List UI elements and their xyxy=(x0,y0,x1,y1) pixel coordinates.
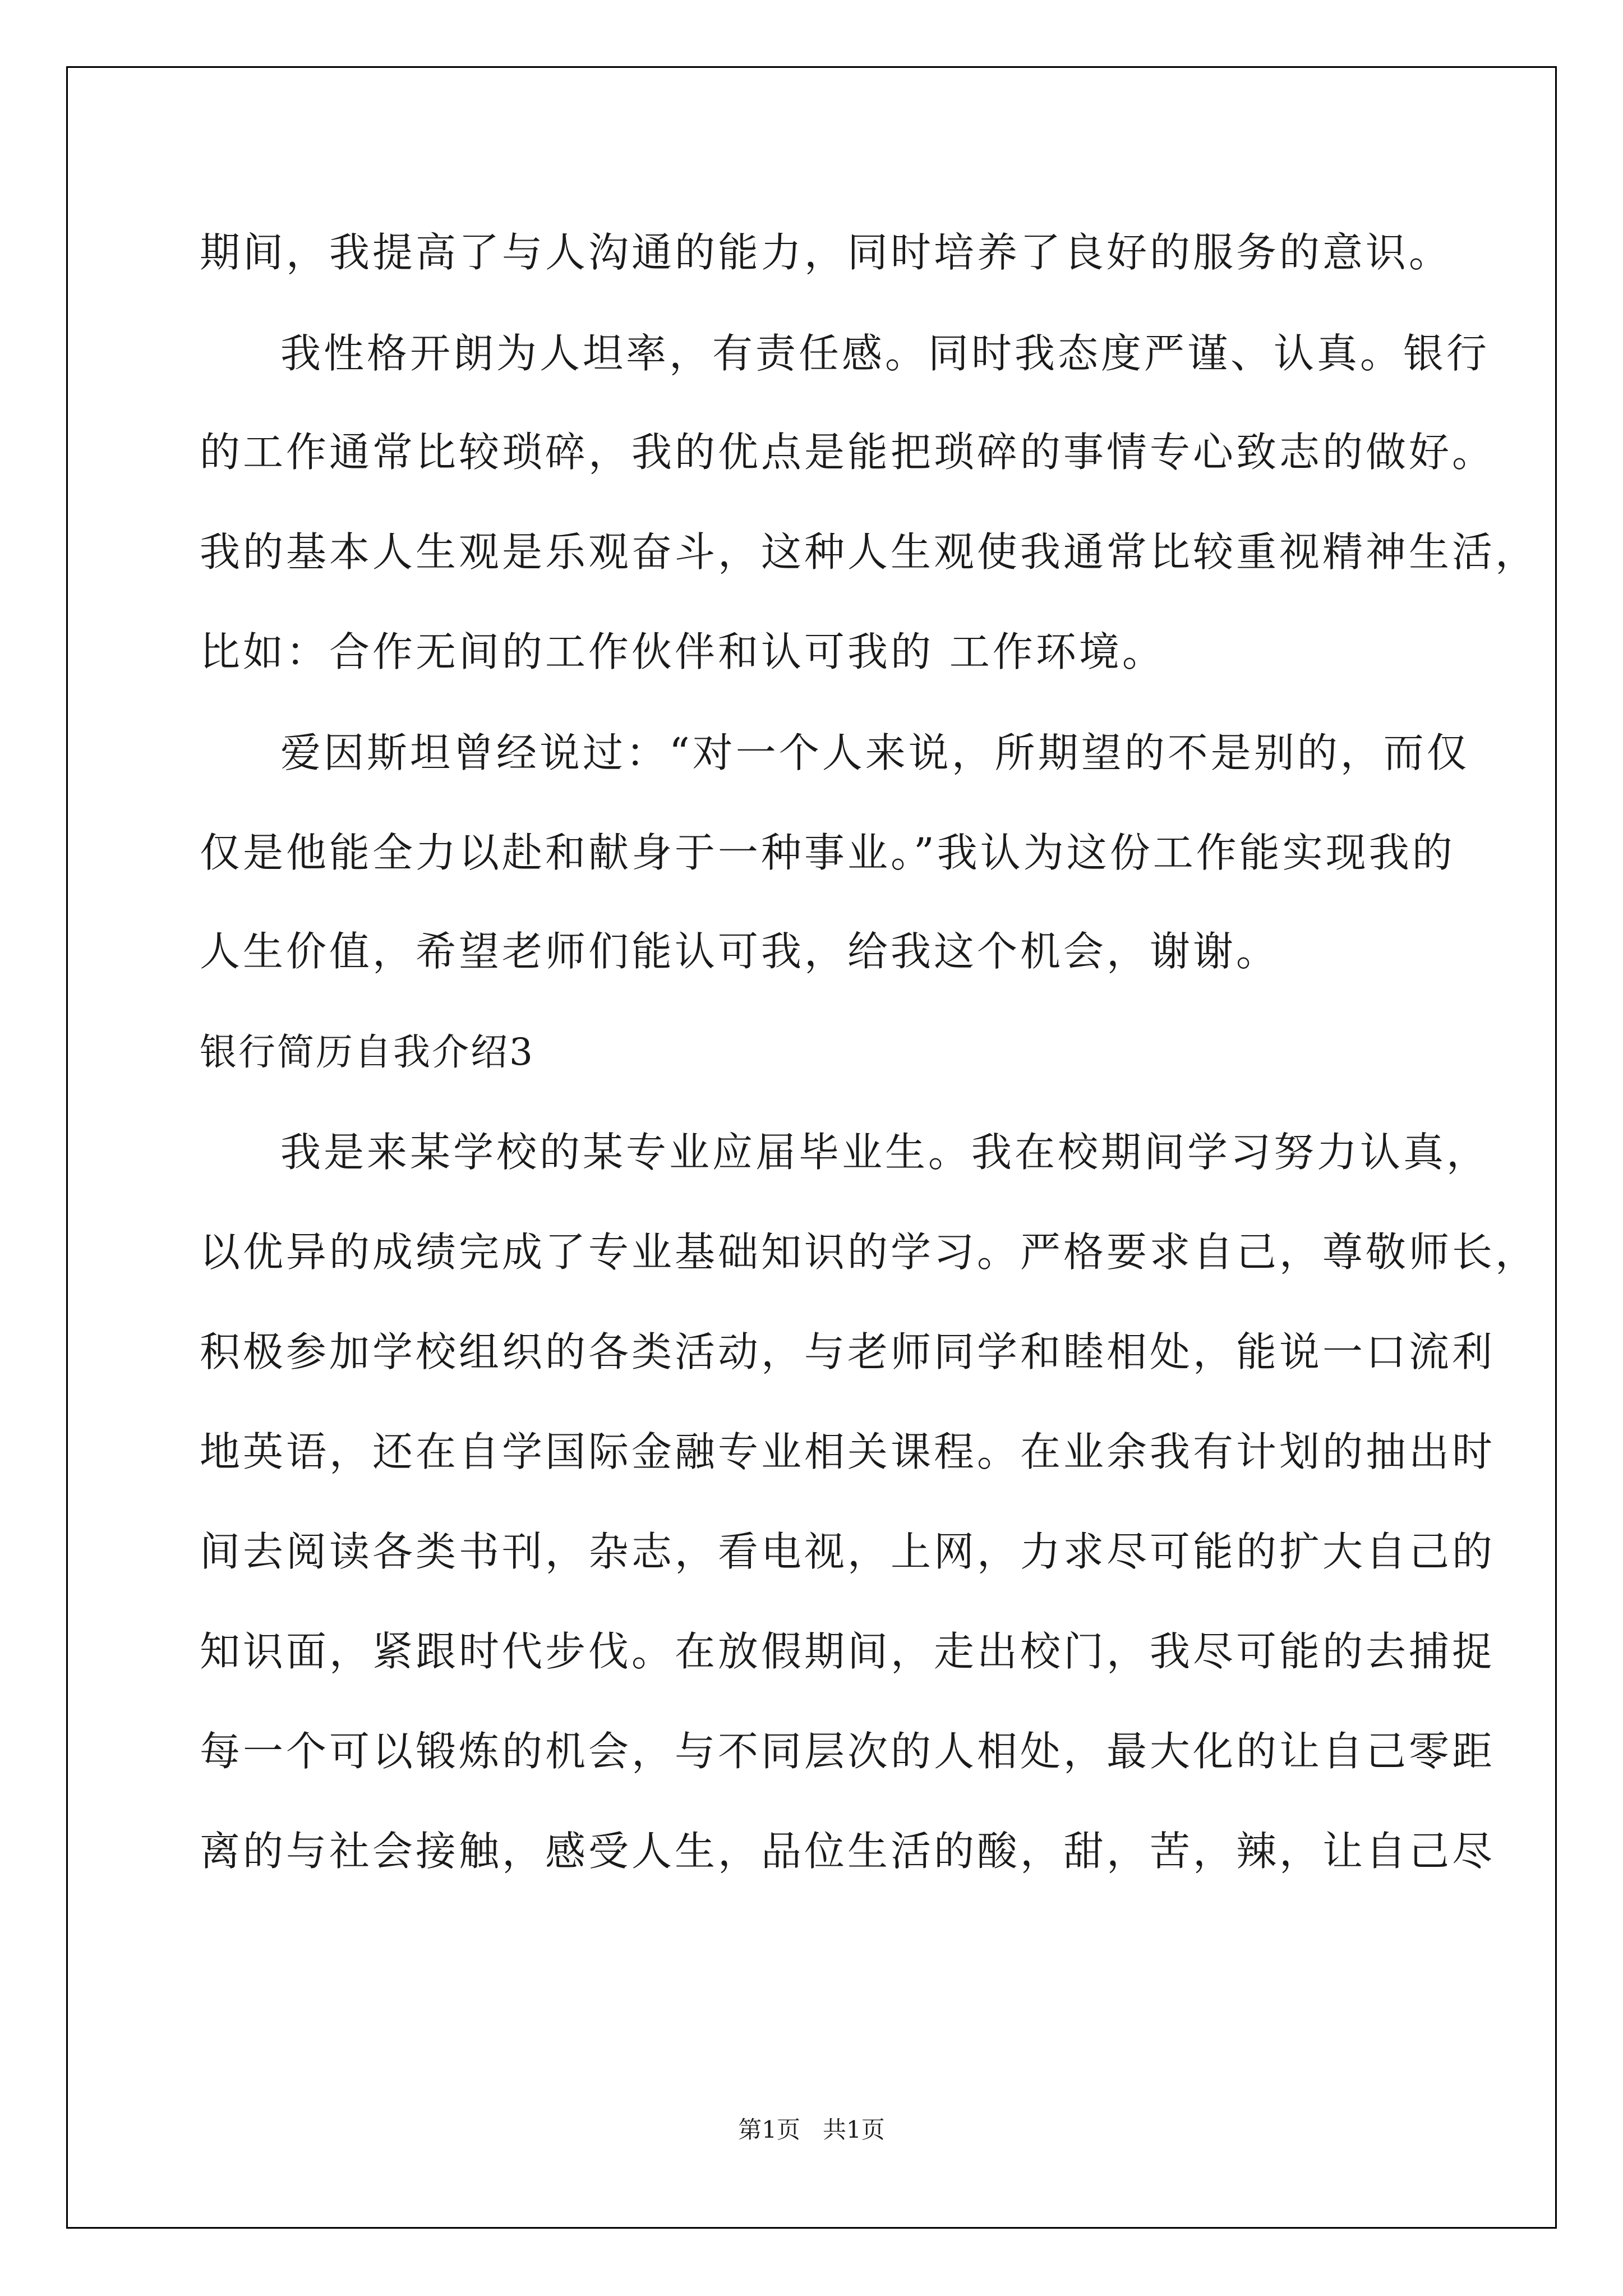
text-line: 离的与社会接触，感受人生，品位生活的酸，甜，苦，辣，让自己尽 xyxy=(200,1828,1496,1875)
text-line: 的工作通常比较琐碎，我的优点是能把琐碎的事情专心致志的做好。 xyxy=(200,429,1496,476)
text-line: 我的基本人生观是乐观奋斗，这种人生观使我通常比较重视精神生活， xyxy=(200,528,1539,576)
text-line: 仅是他能全力以赴和献身于一种事业。”我认为这份工作能实现我的 xyxy=(200,829,1455,876)
text-line: 每一个可以锻炼的机会，与不同层次的人相处，最大化的让自己零距 xyxy=(200,1728,1496,1775)
paragraph-first-line: 我是来某学校的某专业应届毕业生。我在校期间学习努力认真， xyxy=(280,1129,1490,1176)
text-line: 期间，我提高了与人沟通的能力，同时培养了良好的服务的意识。 xyxy=(200,229,1453,276)
section-heading: 银行简历自我介绍3 xyxy=(200,1030,534,1074)
text-line: 间去阅读各类书刊，杂志，看电视，上网，力求尽可能的扩大自己的 xyxy=(200,1528,1496,1575)
text-line: 以优异的成绩完成了专业基础知识的学习。严格要求自己，尊敬师长， xyxy=(200,1228,1539,1276)
text-line: 比如：合作无间的工作伙伴和认可我的 工作环境。 xyxy=(200,628,1165,675)
text-line: 人生价值，希望老师们能认可我，给我这个机会，谢谢。 xyxy=(200,928,1280,975)
text-line: 知识面，紧跟时代步伐。在放假期间，走出校门，我尽可能的去捕捉 xyxy=(200,1628,1496,1675)
paragraph-first-line: 我性格开朗为人坦率，有责任感。同时我态度严谨、认真。银行 xyxy=(280,330,1490,377)
paragraph-first-line: 爱因斯坦曾经说过：“对一个人来说，所期望的不是别的，而仅 xyxy=(280,729,1470,776)
text-line: 积极参加学校组织的各类活动，与老师同学和睦相处，能说一口流利 xyxy=(200,1328,1496,1375)
page-footer: 第1页 共1页 xyxy=(738,2116,885,2143)
text-line: 地英语，还在自学国际金融专业相关课程。在业余我有计划的抽出时 xyxy=(200,1428,1496,1475)
